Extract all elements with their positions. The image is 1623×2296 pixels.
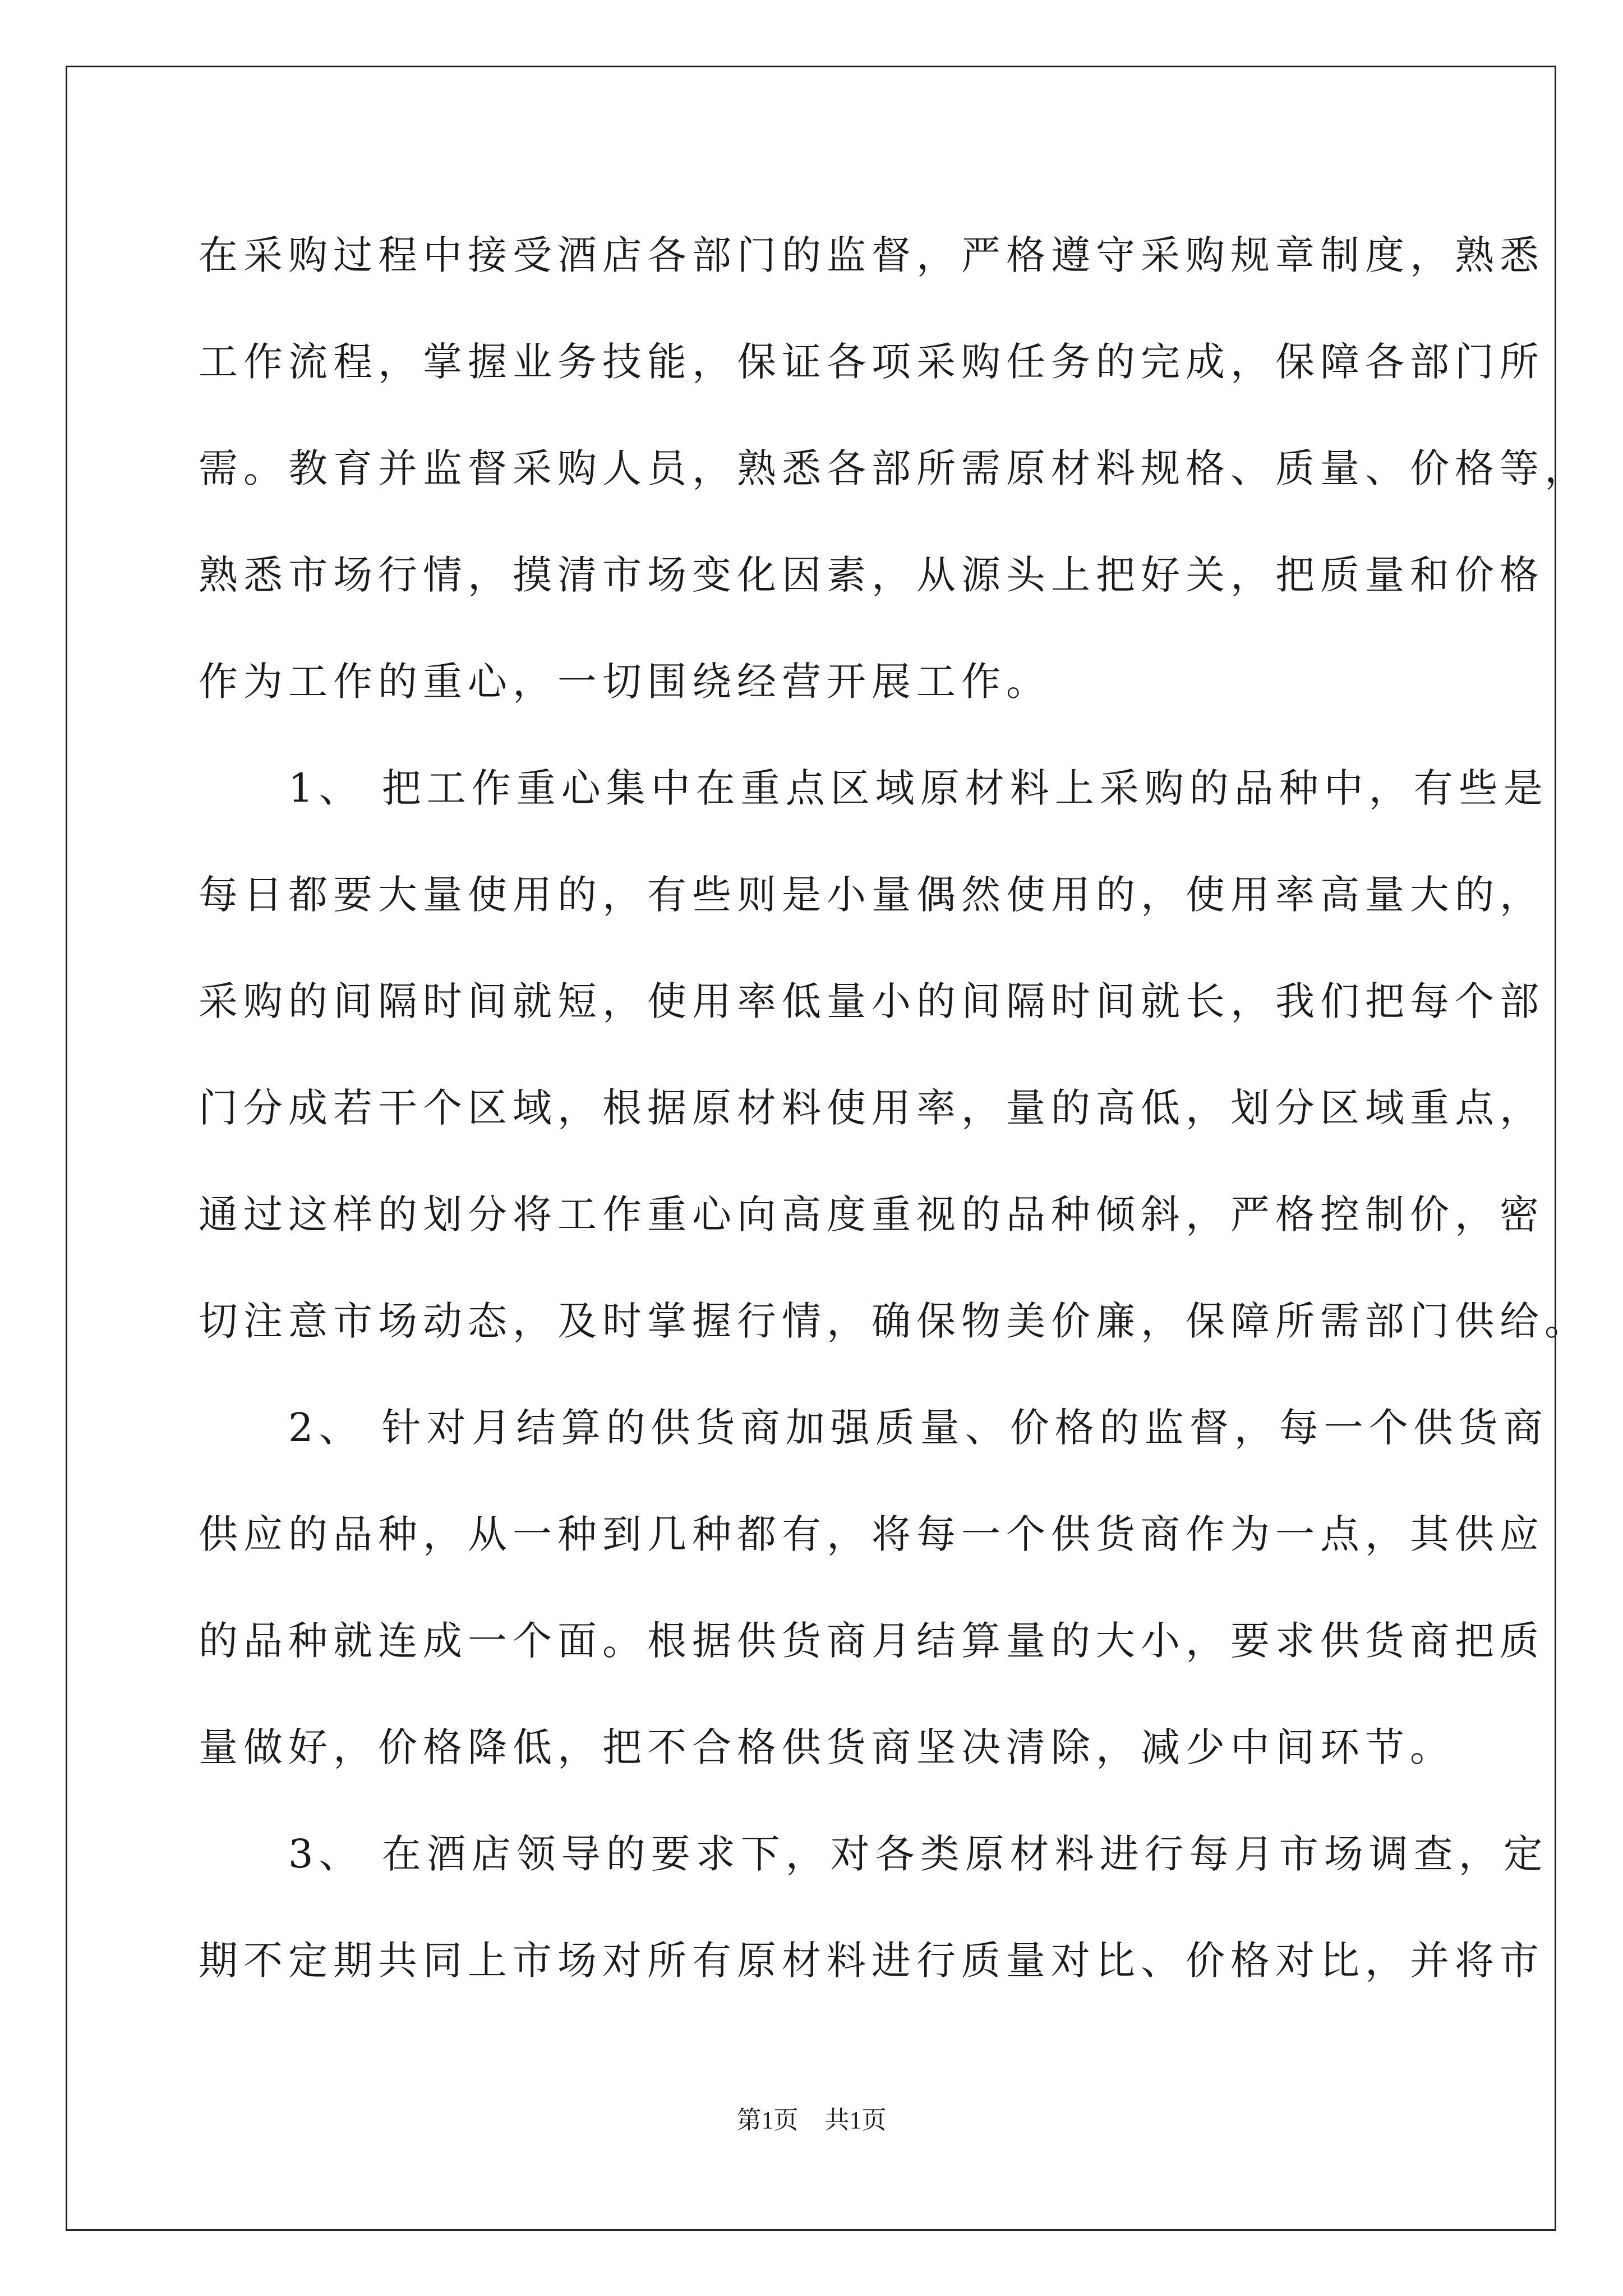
text-line: 的品种就连成一个面。根据供货商月结算量的大小，要求供货商把质 xyxy=(199,1618,1544,1664)
page-number: 第1页 xyxy=(736,2106,799,2134)
text-line: 供应的品种，从一种到几种都有，将每一个供货商作为一点，其供应 xyxy=(199,1511,1544,1557)
document-body xyxy=(199,202,1589,2014)
text-line: 采购的间隔时间就短，使用率低量小的间隔时间就长，我们把每个部 xyxy=(199,978,1544,1024)
text-line: 作为工作的重心，一切围绕经营开展工作。 xyxy=(199,659,1051,705)
text-line: 1、 把工作重心集中在重点区域原材料上采购的品种中，有些是 xyxy=(199,765,1548,811)
text-line: 切注意市场动态，及时掌握行情，确保物美价廉，保障所需部门供给。 xyxy=(199,1298,1589,1344)
text-line: 在采购过程中接受酒店各部门的监督，严格遵守采购规章制度，熟悉 xyxy=(199,232,1544,278)
text-line: 工作流程，掌握业务技能，保证各项采购任务的完成，保障各部门所 xyxy=(199,339,1544,385)
text-line: 期不定期共同上市场对所有原材料进行质量对比、价格对比，并将市 xyxy=(199,1938,1544,1984)
text-line: 门分成若干个区域，根据原材料使用率，量的高低，划分区域重点， xyxy=(199,1085,1544,1131)
text-line: 每日都要大量使用的，有些则是小量偶然使用的，使用率高量大的， xyxy=(199,872,1544,918)
text-line: 量做好，价格降低，把不合格供货商坚决清除，减少中间环节。 xyxy=(199,1724,1455,1770)
text-line: 3、 在酒店领导的要求下，对各类原材料进行每月市场调查，定 xyxy=(199,1831,1548,1877)
text-line: 熟悉市场行情，摸清市场变化因素，从源头上把好关，把质量和价格 xyxy=(199,552,1544,598)
page-total: 共1页 xyxy=(824,2106,887,2134)
text-line: 需。教育并监督采购人员，熟悉各部所需原材料规格、质量、价格等， xyxy=(199,445,1589,491)
page-footer xyxy=(0,2104,1623,2137)
text-line: 2、 针对月结算的供货商加强质量、价格的监督，每一个供货商 xyxy=(199,1405,1548,1451)
text-line: 通过这样的划分将工作重心向高度重视的品种倾斜，严格控制价，密 xyxy=(199,1191,1544,1237)
